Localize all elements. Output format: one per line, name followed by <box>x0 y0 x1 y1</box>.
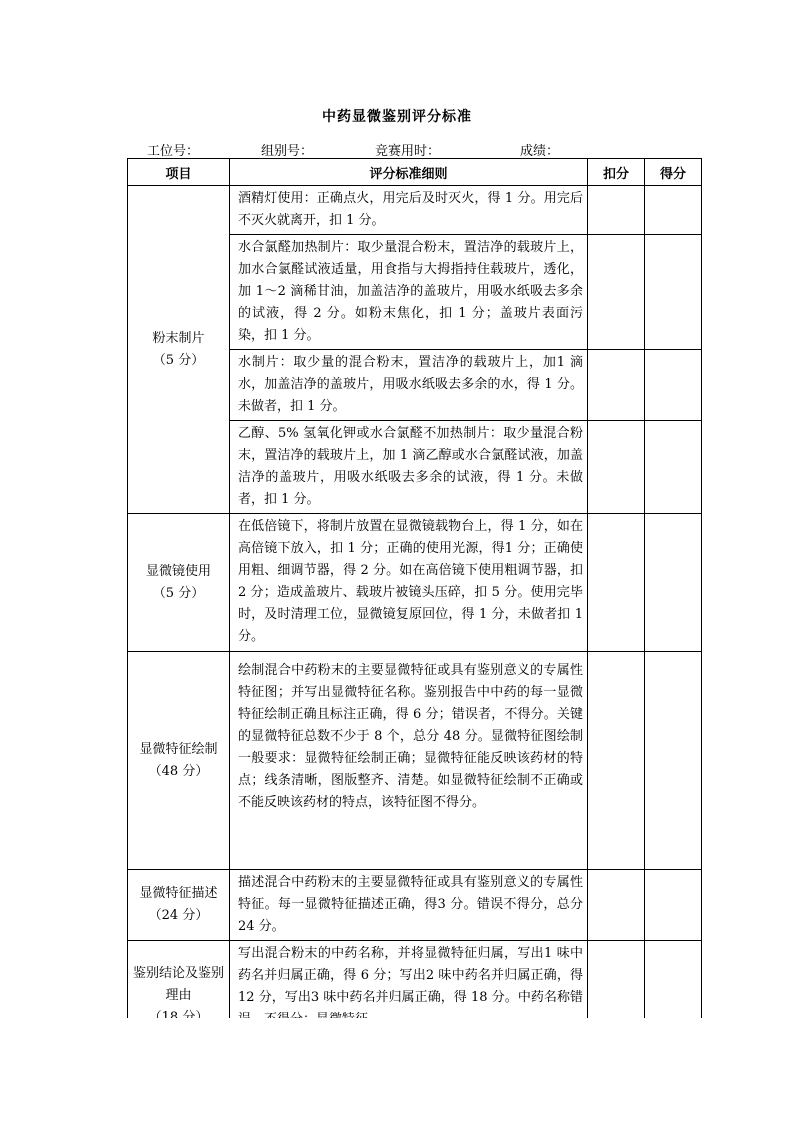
item-cell <box>128 652 230 870</box>
deduct-cell[interactable] <box>588 421 645 514</box>
deduct-cell[interactable] <box>588 514 645 652</box>
station-label: 工位号： <box>147 144 200 159</box>
criteria-cell: 在低倍镜下，将制片放置在显微镜载物台上，得 1 分，如在高倍镜下放入，扣 1 分；正确的使用光源，得1 分；正确使用粗、细调节器，得 2 分。如在高倍镜下使用粗调节器，扣 2 分；造成盖玻片、载玻片被镜头压碎，扣 5 分。使用完毕时，及时清理工位，显微镜复原回位，得 1 分，未做者扣 1 分。 <box>230 514 588 652</box>
item-points: （5 分） <box>152 585 205 601</box>
group-label: 组别号： <box>261 144 314 159</box>
scoring-table <box>127 158 702 1051</box>
criteria-cell: 写出混合粉末的中药名称，并将显微特征归属，写出1 味中药名并归属正确，得 6 分；写出2 味中药名并归属正确，得 12 分，写出3 味中药名并归属正确，得 18 分。中药名称错 <box>230 941 588 1051</box>
table-row <box>128 870 702 941</box>
deduct-cell[interactable] <box>588 870 645 941</box>
header-deduct: 扣分 <box>588 159 645 186</box>
score-cell[interactable] <box>645 652 702 870</box>
item-name: 鉴别结论及鉴别理由 <box>132 966 224 1003</box>
item-points: （5 分） <box>152 352 205 368</box>
score-cell[interactable] <box>645 350 702 421</box>
item-cell <box>128 870 230 941</box>
item-name: 显微镜使用 <box>145 563 211 579</box>
item-points: （24 分） <box>148 908 209 923</box>
page-bottom-margin <box>0 1018 794 1123</box>
score-cell[interactable] <box>645 186 702 235</box>
info-line <box>147 140 643 159</box>
criteria-cell: 水合氯醛加热制片：取少量混合粉末，置洁净的载玻片上，加水合氯醛试液适量，用食指与大拇指持住载玻片，透化，加 1～2 滴稀甘油，加盖洁净的盖玻片，用吸水纸吸去多余的试液，得 2 分。如粉末焦化，扣 1 分；盖玻片表面污染，扣 1 分。 <box>230 235 588 350</box>
criteria-cell: 乙醇、5% 氢氧化钾或水合氯醛不加热制片：取少量混合粉末，置洁净的载玻片上，加 1 滴乙醇或水合氯醛试液，加盖洁净的盖玻片，用吸水纸吸去多余的试液，得 1 分。未做者，扣 1 分。 <box>230 421 588 514</box>
score-cell[interactable] <box>645 870 702 941</box>
table-row <box>128 514 702 652</box>
score-cell[interactable] <box>645 514 702 652</box>
deduct-cell[interactable] <box>588 186 645 235</box>
time-label: 竞赛用时： <box>375 144 441 159</box>
score-cell[interactable] <box>645 421 702 514</box>
table-row <box>128 652 702 870</box>
page-title: 中药显微鉴别评分标准 <box>322 109 472 125</box>
item-points: （48 分） <box>148 763 209 779</box>
score-cell[interactable] <box>645 235 702 350</box>
item-cell <box>128 514 230 652</box>
item-name: 显微特征描述 <box>139 886 218 901</box>
deduct-cell[interactable] <box>588 350 645 421</box>
header-score: 得分 <box>645 159 702 186</box>
header-criteria: 评分标准细则 <box>230 159 588 186</box>
item-name: 粉末制片 <box>152 330 205 346</box>
deduct-cell[interactable] <box>588 235 645 350</box>
criteria-cell: 描述混合中药粉末的主要显微特征或具有鉴别意义的专属性特征。每一显微特征描述正确，得3 分。错误不得分，总分 24 分。 <box>230 870 588 941</box>
criteria-cell: 酒精灯使用：正确点火，用完后及时灭火，得 1 分。用完后不灭火就离开，扣 1 分。 <box>230 186 588 235</box>
header-row <box>128 159 702 186</box>
item-name: 显微特征绘制 <box>139 741 218 757</box>
item-cell <box>128 186 230 514</box>
deduct-cell[interactable] <box>588 652 645 870</box>
criteria-cell: 水制片：取少量的混合粉末，置洁净的载玻片上，加1 滴水，加盖洁净的盖玻片，用吸水纸吸去多余的水，得 1 分。未做者，扣 1 分。 <box>230 350 588 421</box>
criteria-cell: 绘制混合中药粉末的主要显微特征或具有鉴别意义的专属性特征图；并写出显微特征名称。鉴别报告中中药的每一显微特征绘制正确且标注正确，得 6 分；错误者，不得分。关键的显微特征总数不少于 8 个，总分 48 分。显微特征图绘制一般要求：显微特征绘制正确；显微特征能反映该药材的特点；线条清晰，图版整齐、清楚。如显微特征绘制不正确或不能反映该药材的特点，该特征图不得分。 <box>230 652 588 870</box>
header-item: 项目 <box>128 159 230 186</box>
table-row <box>128 186 702 235</box>
score-label: 成绩： <box>520 144 560 159</box>
